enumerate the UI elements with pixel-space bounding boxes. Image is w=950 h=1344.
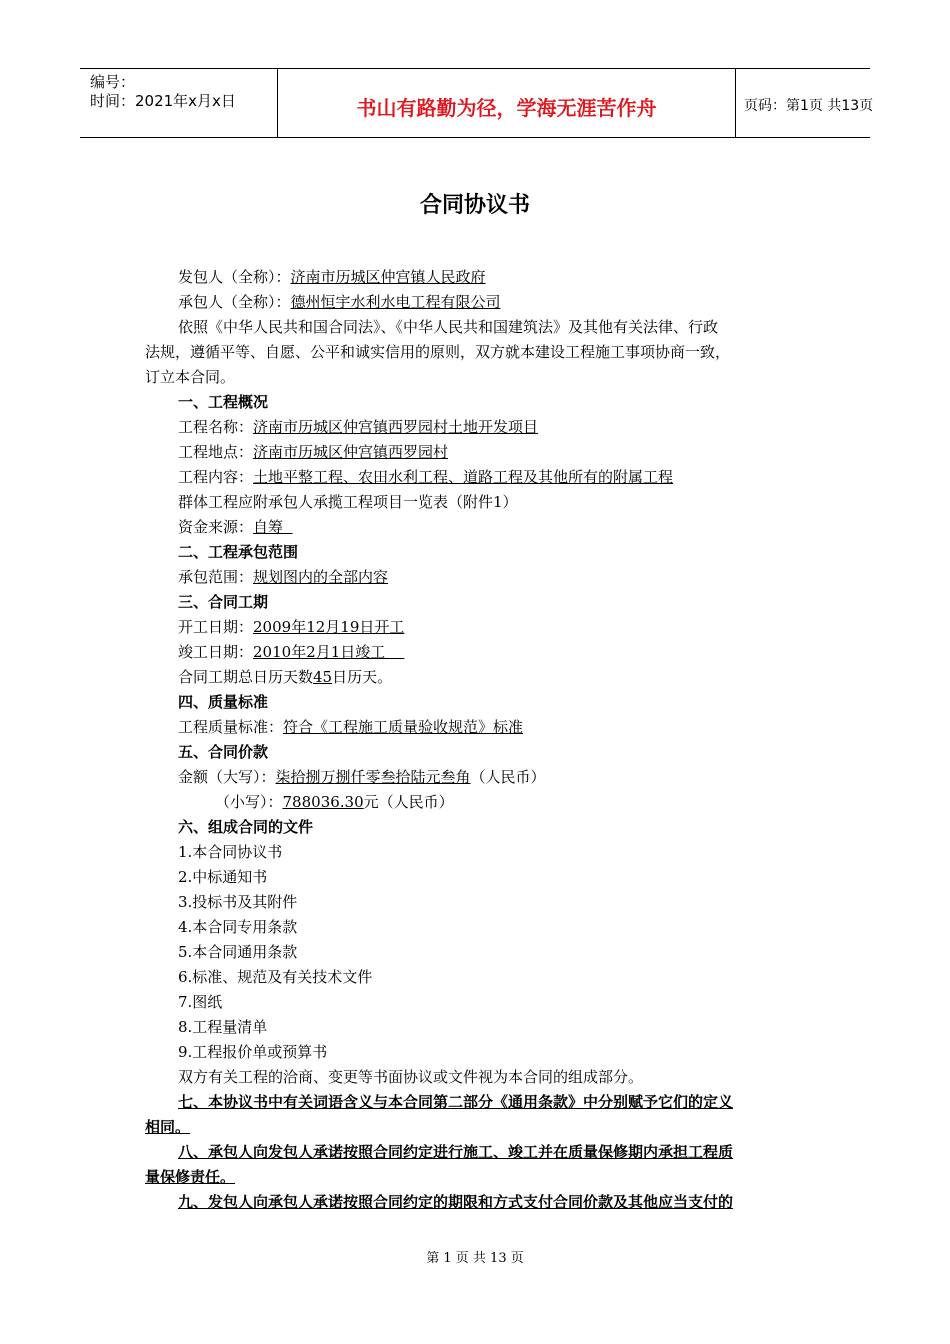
project-content-line [178, 467, 673, 487]
end-date-line [178, 642, 404, 662]
quality-label: 工程质量标准： [178, 718, 284, 736]
documents-closing: 双方有关工程的洽商、变更等书面协议或文件视为本合同的组成部分。 [178, 1068, 644, 1086]
doc-item: 7.图纸 [178, 993, 223, 1011]
amount-figures-line [215, 792, 454, 812]
duration-value: 45 [313, 668, 333, 686]
section-3-heading: 三、合同工期 [178, 593, 269, 611]
amount-figures-label: （小写）： [215, 793, 283, 811]
section-2-heading: 二、工程承包范围 [178, 543, 299, 561]
project-content-value: 土地平整工程、农田水利工程、道路工程及其他所有的附属工程 [253, 468, 674, 486]
project-location-value: 济南市历城区仲宫镇西罗园村 [253, 443, 449, 461]
start-date-label: 开工日期： [178, 618, 254, 636]
doc-item: 8.工程量清单 [178, 1018, 268, 1036]
contractor-name: 德州恒宇水利水电工程有限公司 [290, 293, 501, 311]
intro-line-1: 依照《中华人民共和国合同法》、《中华人民共和国建筑法》及其他有关法律、行政 [178, 318, 719, 336]
scope-line [178, 567, 388, 587]
section-1-heading: 一、工程概况 [178, 393, 269, 411]
quality-value: 符合《工程施工质量验收规范》标准 [283, 718, 524, 736]
intro-line-3: 订立本合同。 [145, 368, 236, 386]
duration-line [178, 667, 392, 687]
section-8-line-1: 八、承包人向发包人承诺按照合同约定进行施工、竣工并在质量保修期内承担工程质 [178, 1143, 734, 1161]
group-project-line: 群体工程应附承包人承揽工程项目一览表（附件1） [178, 493, 518, 511]
scope-label: 承包范围： [178, 568, 254, 586]
amount-figures-value: 788036.30 [282, 793, 364, 811]
section-7-line-2: 相同。 [145, 1118, 191, 1136]
project-name-label: 工程名称： [178, 418, 254, 436]
header-meta [80, 69, 278, 137]
employer-label: 发包人（全称）： [178, 268, 291, 286]
employer-line [178, 267, 486, 287]
amount-words-value: 柒拾捌万捌仟零叁拾陆元叁角 [275, 768, 471, 786]
section-9-line-1: 九、发包人向承包人承诺按照合同约定的期限和方式支付合同价款及其他应当支付的 [178, 1193, 734, 1211]
section-4-heading: 四、质量标准 [178, 693, 269, 711]
doc-item: 9.工程报价单或预算书 [178, 1043, 328, 1061]
doc-item: 5.本合同通用条款 [178, 943, 298, 961]
end-date-label: 竣工日期： [178, 643, 254, 661]
end-date-value: 2010年2月1日竣工 [253, 643, 405, 661]
header-table [80, 68, 874, 138]
start-date-line [178, 617, 404, 637]
contractor-line [178, 292, 501, 312]
employer-name: 济南市历城区仲宫镇人民政府 [290, 268, 486, 286]
start-date-value: 2009年12月19日开工 [253, 618, 405, 636]
doc-item: 4.本合同专用条款 [178, 918, 298, 936]
quality-line [178, 717, 523, 737]
project-content-label: 工程内容： [178, 468, 254, 486]
project-name-value: 济南市历城区仲宫镇西罗园村土地开发项目 [253, 418, 539, 436]
section-5-heading: 五、合同价款 [178, 743, 269, 761]
fund-source-label: 资金来源： [178, 518, 254, 536]
time-label: 时间：2021年x月x日 [90, 92, 236, 110]
doc-item: 1.本合同协议书 [178, 843, 283, 861]
project-location-label: 工程地点： [178, 443, 254, 461]
doc-item: 6.标准、规范及有关技术文件 [178, 968, 373, 986]
page-footer: 第 1 页 共 13 页 [426, 1251, 524, 1266]
doc-item: 3.投标书及其附件 [178, 893, 298, 911]
amount-words-label: 金额（大写）： [178, 768, 276, 786]
motto: 书山有路勤为径，学海无涯苦作舟 [278, 69, 736, 137]
section-6-heading: 六、组成合同的文件 [178, 818, 314, 836]
project-location-line [178, 442, 448, 462]
doc-item: 2.中标通知书 [178, 868, 268, 886]
amount-figures-suffix: 元（人民币） [363, 793, 454, 811]
intro-line-2: 法规，遵循平等、自愿、公平和诚实信用的原则，双方就本建设工程施工事项协商一致， [145, 343, 731, 361]
amount-words-line [178, 767, 546, 787]
page-label: 页码：第1页 共13页 [744, 98, 874, 114]
duration-unit: 日历天。 [332, 668, 393, 686]
fund-source-line [178, 517, 293, 537]
section-7-line-1: 七、本协议书中有关词语含义与本合同第二部分《通用条款》中分别赋予它们的定义 [178, 1093, 734, 1111]
contractor-label: 承包人（全称）： [178, 293, 291, 311]
document-title: 合同协议书 [419, 193, 530, 218]
project-name-line [178, 417, 538, 437]
duration-label: 合同工期总日历天数 [178, 668, 314, 686]
amount-words-suffix: （人民币） [470, 768, 546, 786]
scope-value: 规划图内的全部内容 [253, 568, 389, 586]
section-8-line-2: 量保修责任。 [145, 1168, 236, 1186]
fund-source-value: 自筹 [253, 518, 293, 536]
number-label: 编号： [90, 73, 136, 91]
